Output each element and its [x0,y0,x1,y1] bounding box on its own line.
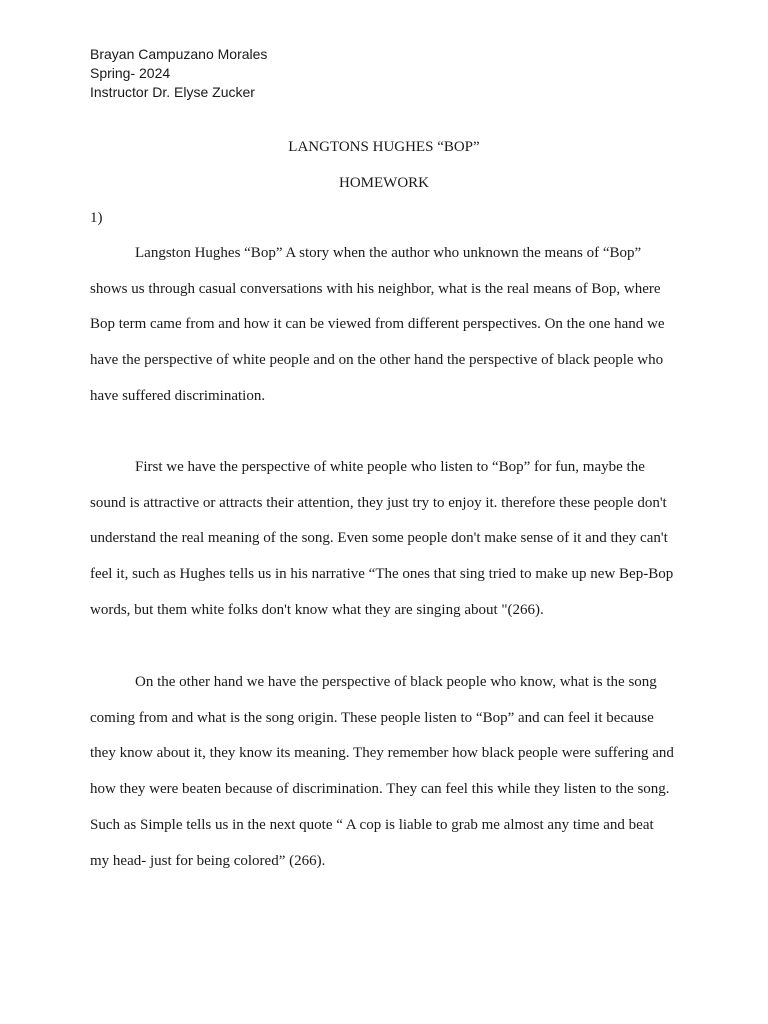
paragraph-3 [90,665,680,879]
paragraph-line: how they were beaten because of discrimination. They can feel this while they listen to the song. [90,781,670,798]
author-name: Brayan Campuzano Morales [90,46,268,62]
paragraph-line: my head- just for being colored” (266). [90,852,326,869]
paragraph-line: have suffered discrimination. [90,387,266,404]
paragraph-line: feel it, such as Hughes tells us in his narrative “The ones that sing tried to make up new Bep-Bop [90,566,674,583]
paragraph-line: sound is attractive or attracts their attention, they just try to enjoy it. therefore these people don't [90,494,667,511]
paragraph-2 [90,450,680,629]
paragraph-1 [90,236,680,415]
paragraph-line: have the perspective of white people and on the other hand the perspective of black people who [90,352,664,369]
paragraph-line: words, but them white folks don't know what they are singing about "(266). [90,601,544,618]
author-header [90,45,267,102]
paragraph-line: Such as Simple tells us in the next quote “ A cop is liable to grab me almost any time and beat [90,816,654,833]
paragraph-line: coming from and what is the song origin. These people listen to “Bop” and can feel it because [90,709,654,726]
paragraph-line: First we have the perspective of white people who listen to “Bop” for fun, maybe the [135,459,645,475]
paragraph-line: they know about it, they know its meaning. They remember how black people were suffering and [90,745,674,762]
term: Spring- 2024 [90,65,171,81]
document-subtitle: HOMEWORK [339,175,429,191]
paragraph-line: Langston Hughes “Bop” A story when the author who unknown the means of “Bop” [135,245,642,261]
document-title: LANGTONS HUGHES “BOP” [288,139,480,155]
paragraph-line: Bop term came from and how it can be viewed from different perspectives. On the one hand we [90,316,665,333]
paragraph-line: understand the real meaning of the song. Even some people don't make sense of it and they can't [90,530,668,547]
question-number: 1) [90,210,103,226]
paragraph-line: shows us through casual conversations with his neighbor, what is the real means of Bop, where [90,280,661,297]
instructor: Instructor Dr. Elyse Zucker [90,84,255,100]
paragraph-line: On the other hand we have the perspective of black people who know, what is the song [135,674,657,690]
